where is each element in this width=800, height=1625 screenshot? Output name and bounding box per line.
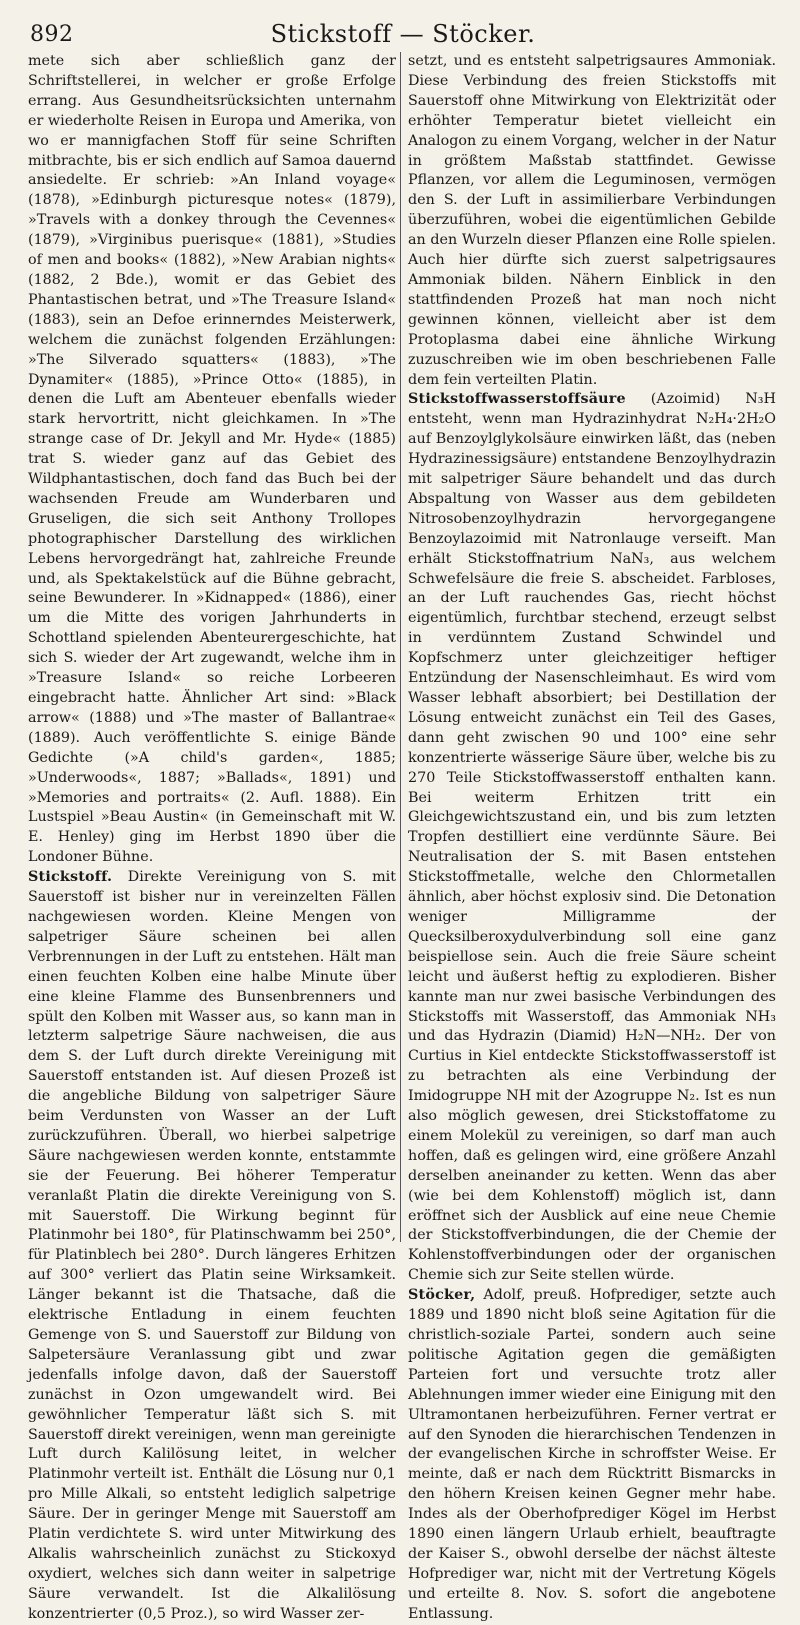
running-head: Stickstoff — Stöcker. bbox=[270, 20, 536, 48]
text-columns bbox=[28, 52, 776, 1622]
entry-continuation-stickstoff bbox=[408, 52, 776, 390]
entry-headword: Stöcker, bbox=[408, 1287, 476, 1304]
entry-text: mete sich aber schließlich ganz der Schriftstellerei, in welcher er große Erfolge errang. Aus Gesundheitsrücksichten unternahm er wiederholte Reisen in Europa und Amerika, von wo er mannigfachen Stoff für seine Schriften mitbrachte, bis er sich endlich auf Samoa dauernd ansiedelte. Er schrieb: »An Inland voyage« (1878), »Edinburgh picturesque notes« (1879), »Travels with a donkey through the Cevennes« (1879), »Virginibus puerisque« (1881), »Studies of men and books« (1882), »New Arabian nights« (1882, 2 Bde.), womit er das Gebiet des Phantastischen betrat, und »The Treasure Island« (1883), sein an Defoe erinnerndes Meisterwerk, welchem die zunächst folgenden Erzählungen: »The Silverado squatters« (1883), »The Dynamiter« (1885), »Prince Otto« (1885), in denen die Luft am Abenteuer ebenfalls wieder stark hervortritt, nicht gleichkamen. In »The strange case of Dr. Jekyll and Mr. Hyde« (1885) trat S. wieder ganz auf das Gebiet des Wildphantastischen, doch fand das Buch bei der wachsenden Freude am Wunderbaren und Gruseligen, die sich seit Anthony Trollopes photographischer Darstellung des wirklichen Lebens hervorgedrängt hat, zahlreiche Freunde und, als Spektakelstück auf die Bühne gebracht, seine Bewunderer. In »Kidnapped« (1886), einer um die Mitte des vorigen Jahrhunderts in Schottland spielenden Abenteurergeschichte, hat sich S. wieder der Art zugewandt, welche ihm in »Treasure Island« so reiche Lorbeeren eingebracht hatte. Ähnlicher Art sind: »Black arrow« (1888) und »The master of Ballantrae« (1889). Auch veröffentlichte S. einige Bände Gedichte (»A child's garden«, 1885; »Underwoods«, 1887; »Ballads«, 1891) und »Memories and portraits« (2. Aufl. 1888). Ein Lustspiel »Beau Austin« (in Gemeinschaft mit W. E. Henley) ging im Herbst 1890 über die Londoner Bühne. bbox=[28, 53, 396, 866]
entry-stickstoff bbox=[28, 868, 396, 1624]
entry-stoecker bbox=[408, 1286, 776, 1624]
entry-headword: Stickstoffwasserstoffsäure bbox=[408, 391, 626, 408]
page-number: 892 bbox=[30, 22, 74, 47]
entry-text: Adolf, preuß. Hofprediger, setzte auch 1889 und 1890 nicht bloß seine Agitation für die christlich-soziale Partei, sondern auch seine politische Agitation gegen die gemäßigten Parteien fort und versuchte trotz aller Ablehnungen immer wieder eine Einigung mit den Ultramontanen herbeizuführen. Ferner vertrat er auf den Synoden die hierarchischen Tendenzen in der evangelischen Kirche in schroffster Weise. Er meinte, daß er nach dem Rücktritt Bismarcks in den höhern Kreisen keinen Gegner mehr habe. Indes als der Oberhofprediger Kögel im Herbst 1890 einen längern Urlaub erhielt, beauftragte der Kaiser S., obwohl derselbe der nächst älteste Hofprediger war, nicht mit der Vertretung Kögels und erteilte 8. Nov. S. sofort die angebotene Entlassung. bbox=[408, 1287, 776, 1622]
entry-continuation-stevenson bbox=[28, 52, 396, 868]
entry-text: Direkte Vereinigung von S. mit Sauerstoff ist bisher nur in vereinzelten Fällen nachgewiesen worden. Kleine Mengen von salpetriger Säure scheinen bei allen Verbrennungen in der Luft zu entstehen. Hält man einen feuchten Kolben eine halbe Minute über eine kleine Flamme des Bunsenbrenners und spült den Kolben mit Wasser aus, so kann man in letzterm salpetrige Säure nachweisen, die aus dem S. der Luft durch direkte Vereinigung mit Sauerstoff entstanden ist. Auf diesen Prozeß ist die angebliche Bildung von salpetriger Säure beim Verdunsten von Wasser an der Luft zurückzuführen. Überall, wo hierbei salpetrige Säure nachgewiesen werden konnte, entstammte sie der Feuerung. Bei höherer Temperatur veranlaßt Platin die direkte Vereinigung von S. mit Sauerstoff. Die Wirkung beginnt für Platinmohr bei 180°, für Platinschwamm bei 250°, für Platinblech bei 280°. Durch längeres Erhitzen auf 300° verliert das Platin seine Wirksamkeit. Länger bekannt ist die Thatsache, daß die elektrische Entladung in einem feuchten Gemenge von S. und Sauerstoff zur Bildung von Salpetersäure Veranlassung gibt und zwar jedenfalls infolge davon, daß der Sauerstoff zunächst in Ozon umgewandelt wird. Bei gewöhnlicher Temperatur läßt sich S. mit Sauerstoff direkt vereinigen, wenn man gereinigte Luft durch Kalilösung leitet, in welcher Platinmohr verteilt ist. Enthält die Lösung nur 0,1 pro Mille Alkali, so entsteht lediglich salpetrige Säure. Der in geringer Menge mit Sauerstoff am Platin verdichtete S. wird unter Mitwirkung des Alkalis wahrscheinlich zunächst zu Stickoxyd oxydiert, welches sich dann weiter in salpetrige Säure verwandelt. Ist die Alkalilösung konzentrierter (0,5 Proz.), so wird Wasser zer- bbox=[28, 869, 396, 1622]
page-header bbox=[30, 14, 776, 48]
entry-stickstoffwasserstoffsaeure bbox=[408, 390, 776, 1286]
entry-headword: Stickstoff. bbox=[28, 869, 113, 886]
right-column bbox=[408, 52, 776, 1622]
left-column bbox=[28, 52, 396, 1622]
entry-text: setzt, und es entsteht salpetrigsaures Ammoniak. Diese Verbindung des freien Stickstoffs mit Sauerstoff ohne Mitwirkung von Elektrizität oder erhöhter Temperatur bietet vielleicht ein Analogon zu einem Vorgang, welcher in der Natur in größtem Maßstab stattfindet. Gewisse Pflanzen, vor allem die Leguminosen, vermögen den S. der Luft in assimilierbare Verbindungen überzuführen, wobei die eigentümlichen Gebilde an den Wurzeln dieser Pflanzen eine Rolle spielen. Auch hier dürfte sich zuerst salpetrigsaures Ammoniak bilden. Nähern Einblick in den stattfindenden Prozeß hat man noch nicht gewinnen können, vielleicht aber ist dem Protoplasma dabei eine ähnliche Wirkung zuzuschreiben wie im oben beschriebenen Falle dem fein verteilten Platin. bbox=[408, 53, 776, 388]
entry-text: (Azoimid) N₃H entsteht, wenn man Hydrazinhydrat N₂H₄·2H₂O auf Benzoylglykolsäure einwirken läßt, das (neben Hydrazinessigsäure) entstandene Benzoylhydrazin mit salpetriger Säure behandelt und das durch Abspaltung von Wasser aus dem gebildeten Nitrosobenzoylhydrazin hervorgegangene Benzoylazoimid mit Natronlauge verseift. Man erhält Stickstoffnatrium NaN₃, aus welchem Schwefelsäure die freie S. abscheidet. Farbloses, an der Luft rauchendes Gas, riecht höchst eigentümlich, furchtbar stechend, erzeugt selbst in verdünntem Zustand Schwindel und Kopfschmerz unter gleichzeitiger heftiger Entzündung der Nasenschleimhaut. Es wird vom Wasser lebhaft absorbiert; bei Destillation der Lösung entweicht zunächst ein Teil des Gases, dann geht zwischen 90 und 100° eine sehr konzentrierte wässerige Säure über, welche bis zu 270 Teile Stickstoffwasserstoff enthalten kann. Bei weiterm Erhitzen tritt ein Gleichgewichtszustand ein, und bis zum letzten Tropfen destilliert eine verdünnte Säure. Bei Neutralisation der S. mit Basen entstehen Stickstoffmetalle, welche den Chlormetallen ähnlich, aber höchst explosiv sind. Die Detonation weniger Milligramme der Quecksilberoxydulverbindung soll eine ganz beispiellose sein. Auch die freie Säure scheint leicht und äußerst heftig zu explodieren. Bisher kannte man nur zwei basische Verbindungen des Stickstoffs mit Wasserstoff, das Ammoniak NH₃ und das Hydrazin (Diamid) H₂N—NH₂. Der von Curtius in Kiel entdeckte Stickstoffwasserstoff ist zu betrachten als eine Verbindung der Imidogruppe NH mit der Azogruppe N₂. Ist es nun also möglich gewesen, drei Stickstoffatome zu einem Molekül zu vereinigen, so darf man auch hoffen, daß es gelingen wird, eine größere Anzahl derselben aneinander zu ketten. Wenn das aber (wie bei dem Kohlenstoff) möglich ist, dann eröffnet sich der Ausblick auf eine neue Chemie der Stickstoffverbindungen, die der Chemie der Kohlenstoffverbindungen oder der organischen Chemie sich zur Seite stellen würde. bbox=[408, 391, 776, 1284]
